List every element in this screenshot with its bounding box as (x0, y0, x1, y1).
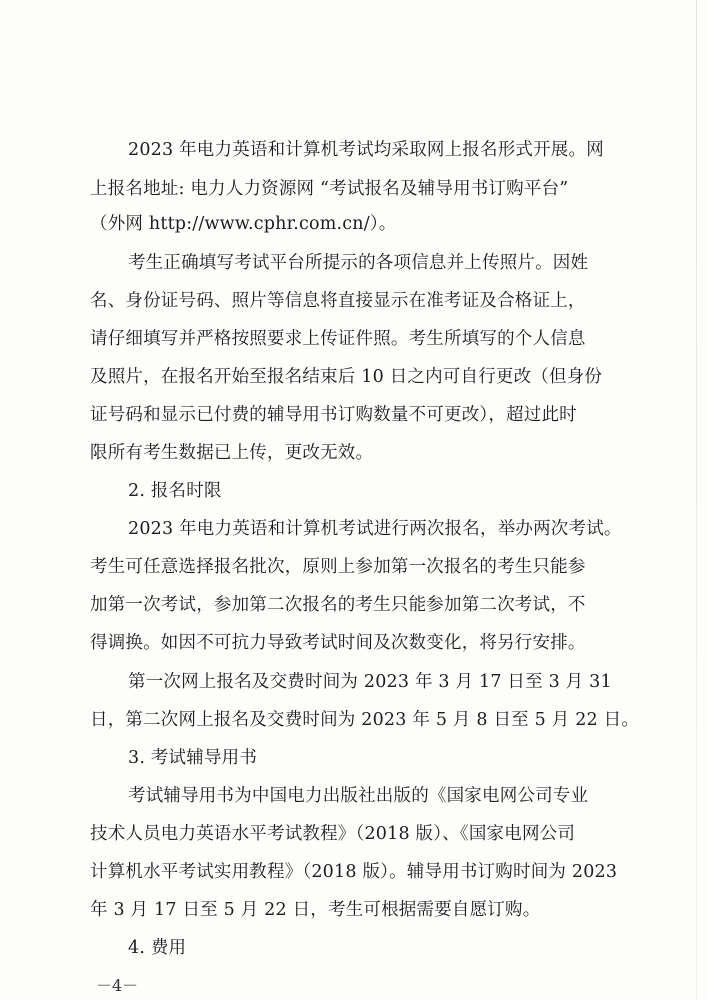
text-line: 得调换。如因不可抗力导致考试时间及次数变化，将另行安排。 (90, 633, 586, 653)
page-number: －4－ (96, 976, 139, 995)
text-line: 第一次网上报名及交费时间为 2023 年 3 月 17 日至 3 月 31 (128, 672, 612, 692)
text-line: 技术人员电力英语水平考试教程》（2018 版）、《国家电网公司 (90, 824, 576, 844)
text-line: 2023 年电力英语和计算机考试均采取网上报名形式开展。网 (128, 140, 604, 160)
text-line: 限所有考生数据已上传，更改无效。 (90, 443, 374, 463)
section-heading: 4. 费用 (128, 938, 187, 958)
text-line: 日，第二次网上报名及交费时间为 2023 年 5 月 8 日至 5 月 22 日。 (90, 710, 640, 730)
text-line: 证号码和显示已付费的辅导用书订购数量不可更改），超过此时 (90, 405, 577, 425)
text-line: 计算机水平考试实用教程》（2018 版）。辅导用书订购时间为 2023 (90, 862, 618, 882)
text-line: 年 3 月 17 日至 5 月 22 日，考生可根据需要自愿订购。 (90, 900, 541, 920)
text-line: 考试辅导用书为中国电力出版社出版的《国家电网公司专业 (128, 786, 589, 806)
text-line: 考生正确填写考试平台所提示的各项信息并上传照片。因姓 (128, 253, 589, 273)
text-line: 上报名地址: 电力人力资源网 “考试报名及辅导用书订购平台” (90, 179, 569, 199)
text-line: 加第一次考试，参加第二次报名的考生只能参加第二次考试，不 (90, 595, 586, 615)
text-line: 2023 年电力英语和计算机考试进行两次报名，举办两次考试。 (128, 519, 622, 539)
text-line: 及照片，在报名开始至报名结束后 10 日之内可自行更改（但身份 (90, 367, 603, 387)
text-line: 请仔细填写并严格按照要求上传证件照。考生所填写的个人信息 (90, 329, 586, 349)
scan-edge-line (696, 0, 697, 1000)
text-line: 考生可任意选择报名批次，原则上参加第一次报名的考生只能参 (90, 557, 586, 577)
section-heading: 3. 考试辅导用书 (128, 748, 258, 768)
section-heading: 2. 报名时限 (128, 481, 222, 501)
text-line: （外网 http://www.cphr.com.cn/）。 (90, 214, 397, 234)
text-line: 名、身份证号码、照片等信息将直接显示在准考证及合格证上， (90, 291, 586, 311)
